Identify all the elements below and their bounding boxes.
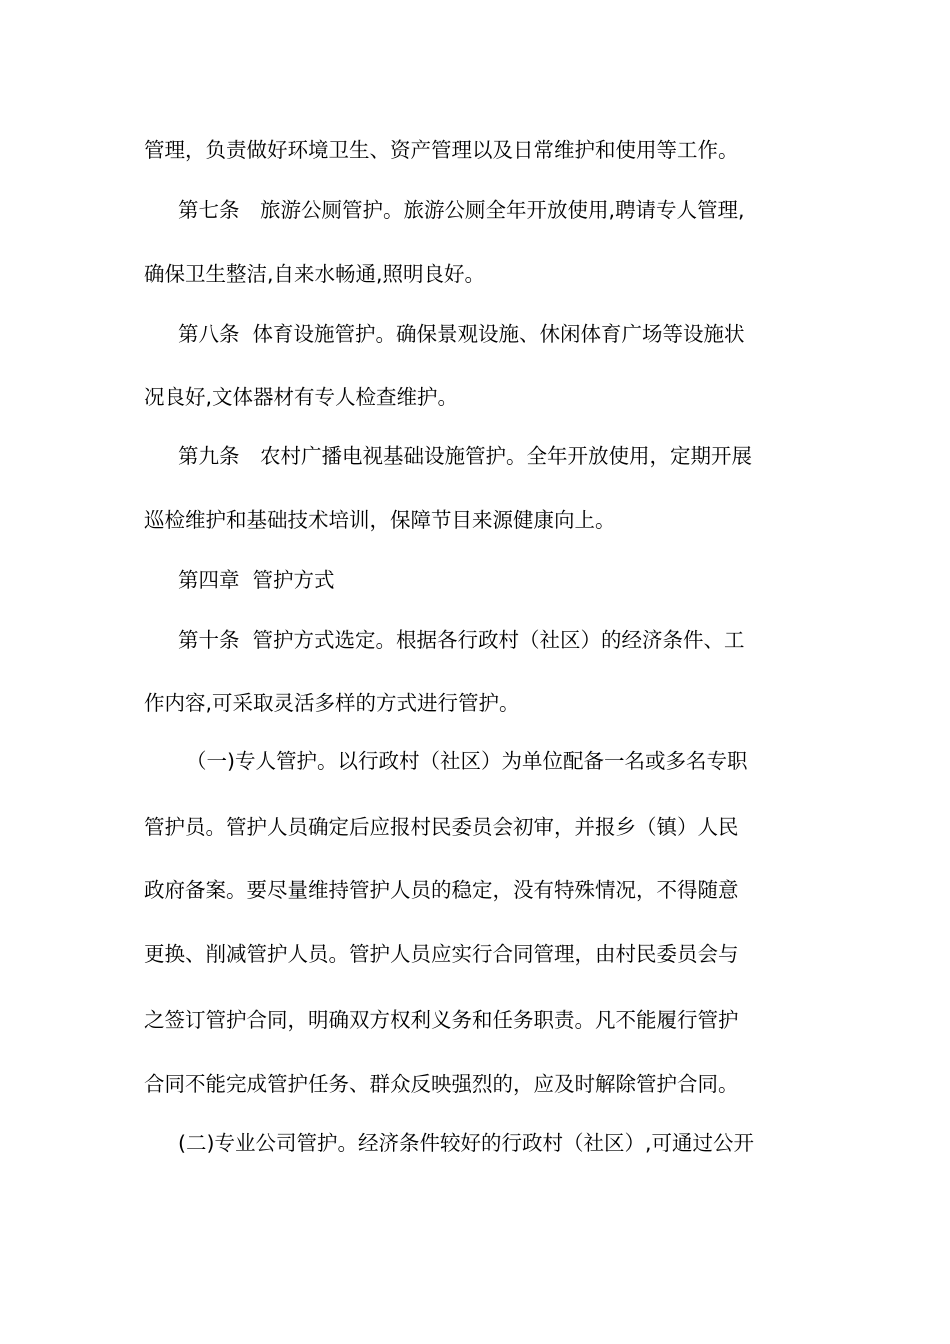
article-9-line: 第九条 农村广播电视基础设施管护。全年开放使用，定期开展 <box>178 444 752 468</box>
item-2-line: (二)专业公司管护。经济条件较好的行政村（社区）,可通过公开 <box>178 1131 755 1155</box>
text-line: 确保卫生整洁,自来水畅通,照明良好。 <box>144 262 486 286</box>
text-line: 作内容,可采取灵活多样的方式进行管护。 <box>144 691 520 715</box>
text-line: 况良好,文体器材有专人检查维护。 <box>144 385 459 409</box>
text-line: 政府备案。要尽量维持管护人员的稳定，没有特殊情况，不得随意 <box>144 878 739 902</box>
text-line: 巡检维护和基础技术培训，保障节目来源健康向上。 <box>144 508 616 532</box>
article-8-line: 第八条 体育设施管护。确保景观设施、休闲体育广场等设施状 <box>178 322 745 346</box>
text-line: 合同不能完成管护任务、群众反映强烈的，应及时解除管护合同。 <box>144 1072 739 1096</box>
text-line: 之签订管护合同，明确双方权利义务和任务职责。凡不能履行管护 <box>144 1008 739 1032</box>
text-line: 管理，负责做好环境卫生、资产管理以及日常维护和使用等工作。 <box>144 138 739 162</box>
text-line: 更换、削减管护人员。管护人员应实行合同管理，由村民委员会与 <box>144 942 739 966</box>
article-10-line: 第十条 管护方式选定。根据各行政村（社区）的经济条件、工 <box>178 628 745 652</box>
chapter-4-heading: 第四章 管护方式 <box>178 568 335 592</box>
item-1-line: （一)专人管护。以行政村（社区）为单位配备一名或多名专职 <box>186 749 748 773</box>
text-line: 管护员。管护人员确定后应报村民委员会初审，并报乡（镇）人民 <box>144 815 739 839</box>
article-7-line: 第七条 旅游公厕管护。旅游公厕全年开放使用,聘请专人管理, <box>178 198 745 222</box>
